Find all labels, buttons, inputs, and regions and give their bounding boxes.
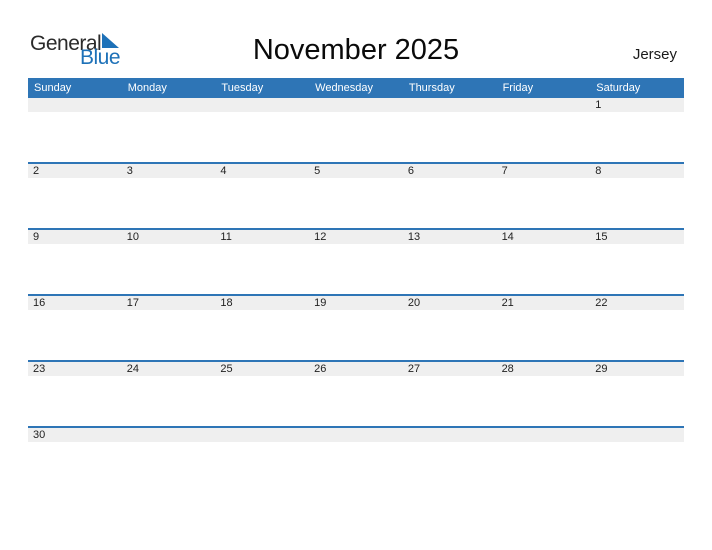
- weekday-header-row: [28, 78, 684, 98]
- day-cell: 9: [33, 231, 40, 243]
- day-cell: [215, 428, 309, 442]
- day-cell: 7: [501, 165, 508, 177]
- weekday-header-thursday: Thursday: [408, 82, 455, 94]
- day-cell: 19: [314, 297, 327, 309]
- day-cell: [497, 98, 591, 112]
- day-cell: 25: [220, 363, 233, 375]
- day-cell: [497, 428, 591, 442]
- day-cell: 5: [314, 165, 321, 177]
- day-cell: 6: [407, 165, 414, 177]
- month-title: November 2025: [252, 34, 460, 66]
- day-cell: 24: [126, 363, 139, 375]
- day-cell: 13: [407, 231, 421, 243]
- day-cell: 11: [220, 231, 232, 243]
- weekday-header-friday: Friday: [502, 82, 534, 94]
- weekday-header-saturday: Saturday: [596, 82, 641, 94]
- weekday-header-monday: Monday: [127, 82, 167, 94]
- day-cell: 4: [220, 165, 227, 177]
- weekday-header-wednesday: Wednesday: [315, 82, 374, 94]
- weekday-header-tuesday: Tuesday: [221, 82, 264, 94]
- day-cell: 16: [33, 297, 46, 309]
- day-cell: 15: [595, 231, 608, 243]
- date-band: [28, 296, 684, 310]
- week-row-3: [28, 228, 684, 294]
- day-cell: [403, 428, 497, 442]
- day-cell: 17: [126, 297, 139, 309]
- week-row-4: [28, 294, 684, 360]
- date-band: [28, 230, 684, 244]
- week-row-2: [28, 162, 684, 228]
- day-cell: 8: [595, 165, 602, 177]
- day-cell: [122, 98, 216, 112]
- day-cell: 22: [595, 297, 608, 309]
- day-cell: 3: [126, 165, 133, 177]
- day-cell: [215, 98, 309, 112]
- day-cell: 26: [314, 363, 327, 375]
- week-row-1: [28, 98, 684, 162]
- day-cell: 14: [501, 231, 514, 243]
- day-cell: [122, 428, 216, 442]
- day-cell: [403, 98, 497, 112]
- date-band: [28, 164, 684, 178]
- date-band: [28, 362, 684, 376]
- date-band: [28, 98, 684, 112]
- day-cell: [28, 98, 122, 112]
- day-cell: 20: [407, 297, 421, 309]
- day-cell: [309, 428, 403, 442]
- date-band: [28, 428, 684, 442]
- logo-text-blue: Blue: [79, 46, 120, 69]
- day-cell: [590, 428, 684, 442]
- week-row-6: [28, 426, 684, 492]
- day-cell: 18: [220, 297, 233, 309]
- day-cell: 23: [33, 363, 46, 375]
- weekday-header-sunday: Sunday: [34, 82, 72, 94]
- day-cell: 28: [501, 363, 514, 375]
- day-cell: 10: [126, 231, 139, 243]
- day-cell: 21: [501, 297, 514, 309]
- calendar-grid: [28, 78, 684, 492]
- day-cell: 29: [595, 363, 608, 375]
- day-cell: 2: [33, 165, 40, 177]
- day-cell: 12: [314, 231, 327, 243]
- day-cell: [309, 98, 403, 112]
- day-cell: 30: [33, 429, 46, 441]
- logo-text-general: General: [30, 32, 102, 55]
- day-cell: 27: [407, 363, 421, 375]
- week-row-5: [28, 360, 684, 426]
- day-cell: 1: [595, 99, 602, 111]
- region-label: Jersey: [632, 46, 677, 63]
